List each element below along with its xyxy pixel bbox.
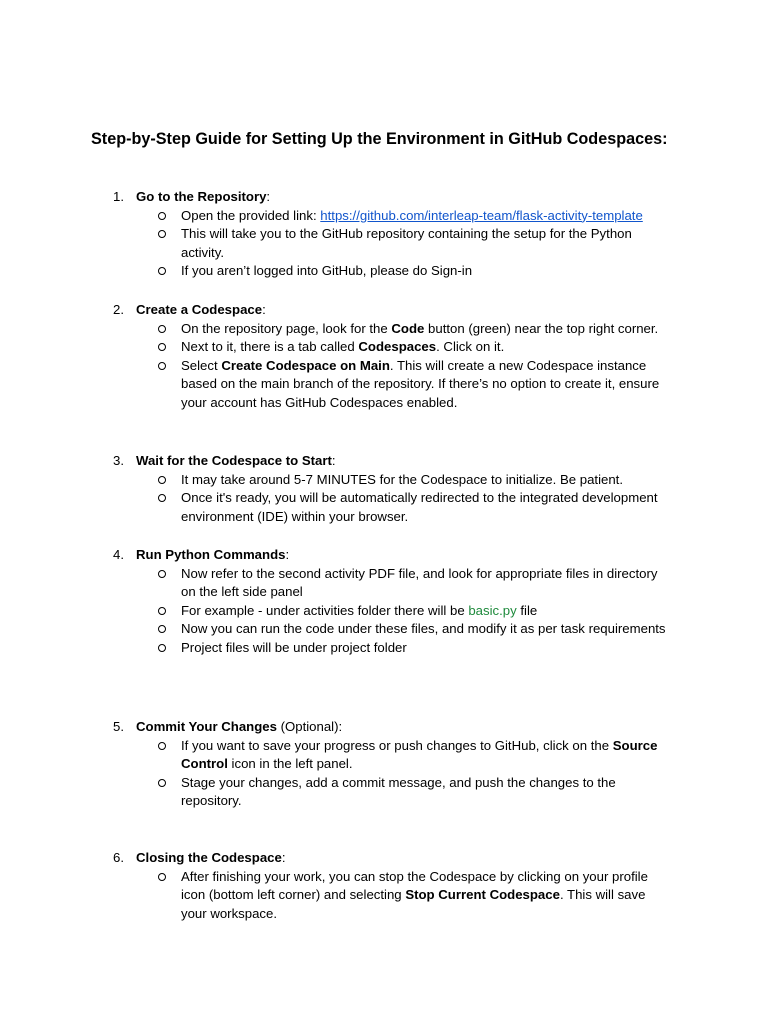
list-item: On the repository page, look for the Code button (green) near the top right corner.: [0, 320, 671, 339]
circle-bullet-icon: [158, 362, 166, 370]
circle-bullet-icon: [158, 230, 166, 238]
step-heading: Wait for the Codespace to Start: [136, 453, 332, 468]
step-3: [0, 452, 768, 526]
step-number: 1.: [113, 189, 124, 204]
circle-bullet-icon: [158, 325, 166, 333]
step-heading-suffix: :: [331, 453, 336, 468]
step-heading-suffix: :: [285, 547, 290, 562]
step-5: [0, 718, 768, 811]
circle-bullet-icon: [158, 494, 166, 502]
step-number: 2.: [113, 302, 124, 317]
step-2: [0, 301, 768, 413]
step-heading: Create a Codespace: [136, 302, 263, 317]
circle-bullet-icon: [158, 212, 166, 220]
step-number: 6.: [113, 850, 124, 865]
list-item: Once it's ready, you will be automatically redirected to the integrated development environment (IDE) within your browser.: [0, 489, 671, 526]
circle-bullet-icon: [158, 343, 166, 351]
list-item: Stage your changes, add a commit message, and push the changes to the repository.: [0, 774, 671, 811]
list-item: Select Create Codespace on Main. This will create a new Codespace instance based on the main branch of the repository. If there’s no option to create it, ensure your account has GitHub Codespaces enabled.: [0, 357, 671, 413]
list-item: After finishing your work, you can stop the Codespace by clicking on your profile icon (bottom left corner) and selecting Stop Current Codespace. This will save your workspace.: [0, 868, 671, 924]
list-item: It may take around 5-7 MINUTES for the Codespace to initialize. Be patient.: [0, 471, 671, 490]
circle-bullet-icon: [158, 607, 166, 615]
circle-bullet-icon: [158, 742, 166, 750]
list-item: Now refer to the second activity PDF file, and look for appropriate files in directory on the left side panel: [0, 565, 671, 602]
list-item: Open the provided link: https://github.com/interleap-team/flask-activity-template: [0, 207, 671, 226]
step-heading-suffix: :: [281, 850, 286, 865]
step-heading-suffix: (Optional):: [276, 719, 343, 734]
list-item: If you want to save your progress or push changes to GitHub, click on the Source Control icon in the left panel.: [0, 737, 671, 774]
step-heading: Go to the Repository: [136, 189, 267, 204]
step-heading-suffix: :: [266, 189, 271, 204]
circle-bullet-icon: [158, 267, 166, 275]
step-heading: Commit Your Changes: [136, 719, 277, 734]
repository-link[interactable]: https://github.com/interleap-team/flask-activity-template: [320, 207, 643, 223]
list-item: Now you can run the code under these files, and modify it as per task requirements: [0, 620, 671, 639]
list-item: For example - under activities folder there will be basic.py file: [0, 602, 671, 621]
circle-bullet-icon: [158, 873, 166, 881]
step-number: 3.: [113, 453, 124, 468]
step-4: [0, 546, 768, 658]
circle-bullet-icon: [158, 625, 166, 633]
list-item: Project files will be under project folder: [0, 639, 671, 658]
step-number: 5.: [113, 719, 124, 734]
filename-code: basic.py: [468, 602, 517, 618]
list-item: This will take you to the GitHub repository containing the setup for the Python activity.: [0, 225, 671, 262]
circle-bullet-icon: [158, 476, 166, 484]
step-heading-suffix: :: [262, 302, 266, 317]
circle-bullet-icon: [158, 570, 166, 578]
circle-bullet-icon: [158, 644, 166, 652]
step-1: [0, 188, 768, 281]
list-item: Next to it, there is a tab called Codespaces. Click on it.: [0, 338, 671, 357]
step-6: [0, 849, 768, 923]
circle-bullet-icon: [158, 779, 166, 787]
step-heading: Closing the Codespace: [136, 850, 282, 865]
step-heading: Run Python Commands: [136, 547, 286, 562]
step-number: 4.: [113, 547, 124, 562]
list-item: If you aren’t logged into GitHub, please do Sign-in: [0, 262, 671, 281]
page-title: Step-by-Step Guide for Setting Up the Environment in GitHub Codespaces:: [91, 130, 668, 148]
